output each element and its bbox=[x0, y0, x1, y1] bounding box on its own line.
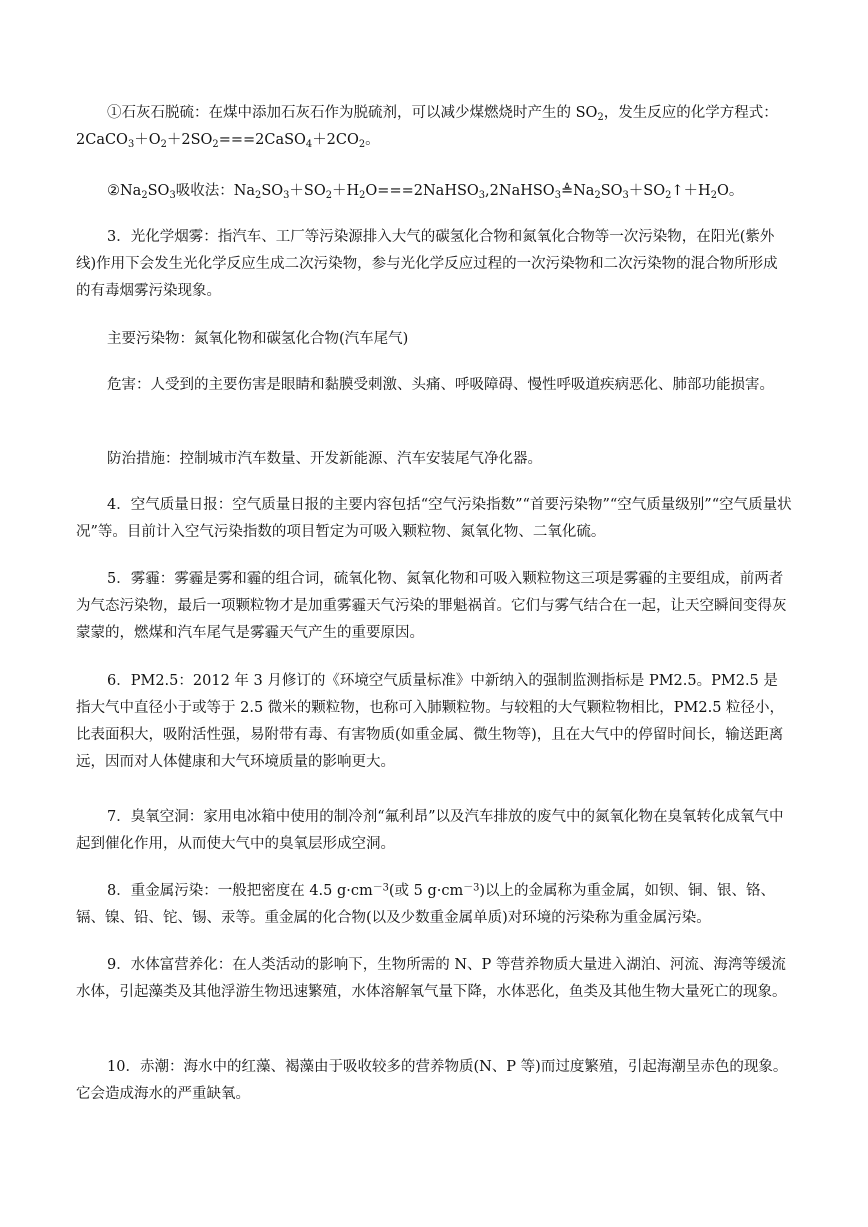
text-run: 8．重金属污染：一般把密度在 4.5 g·cm bbox=[107, 883, 373, 899]
paragraph-limestone-desulfurization bbox=[76, 100, 792, 154]
subscript: 2 bbox=[359, 189, 366, 201]
text-run: ,2NaHSO bbox=[485, 183, 555, 199]
paragraph-red-tide: 10．赤潮：海水中的红藻、褐藻由于吸收较多的营养物质(N、P 等)而过度繁殖，引起海潮呈赤色的现象。它会造成海水的严重缺氧。 bbox=[76, 1059, 788, 1102]
limestone-equation bbox=[76, 132, 380, 148]
text-run: ↑＋H bbox=[671, 183, 711, 199]
subscript: 3 bbox=[622, 189, 629, 201]
subscript: 2 bbox=[665, 189, 672, 201]
text-run: 2CaCO bbox=[76, 132, 128, 148]
text-run: SO bbox=[600, 183, 623, 199]
superscript: －3 bbox=[372, 882, 389, 894]
subscript: 2 bbox=[358, 138, 366, 150]
paragraph-air-quality-report: 4．空气质量日报：空气质量日报的主要内容包括“空气污染指数”“首要污染物”“空气质量级别”“空气质量状况”等。目前计入空气污染指数的项目暂定为可吸入颗粒物、氮氧化物、二氧化硫。 bbox=[76, 497, 792, 540]
paragraph-prevention: 防治措施：控制城市汽车数量、开发新能源、汽车安装尾气净化器。 bbox=[107, 451, 542, 467]
subscript: 3 bbox=[283, 189, 290, 201]
sulfite-equation bbox=[107, 183, 743, 199]
paragraph-heavy-metal bbox=[76, 878, 792, 932]
subscript: 3 bbox=[478, 189, 486, 201]
subscript: 2 bbox=[255, 189, 262, 201]
text-run: ＋SO bbox=[289, 183, 326, 199]
paragraph-pm25: 6．PM2.5：2012 年 3 月修订的《环境空气质量标准》中新纳入的强制监测指标是 PM2.5。PM2.5 是指大气中直径小于或等于 2.5 微米的颗粒物，也称可入肺颗粒物。与较粗的大气颗粒物相比，PM2.5 粒径小，比表面积大，吸附活性强，易附带有毒、有害物质(如重金属、微生物等)，且在大气中的停留时间长，输送距离远，因而对人体健康和大气环境质量的影响更大。 bbox=[76, 673, 785, 770]
limestone-text-end: ，发生反应的化学方程式： bbox=[603, 105, 778, 121]
text-run: ＋2SO bbox=[166, 132, 213, 148]
paragraph-smog-haze: 5．雾霾：雾霾是雾和霾的组合词，硫氧化物、氮氧化物和可吸入颗粒物这三项是雾霾的主要组成，前两者为气态污染物，最后一项颗粒物才是加重雾霾天气污染的罪魁祸首。它们与雾气结合在一起，让天空瞬间变得灰蒙蒙的，燃煤和汽车尾气是雾霾天气产生的重要原因。 bbox=[76, 571, 787, 641]
subscript: 3 bbox=[169, 189, 176, 201]
text-run: ＋SO bbox=[628, 183, 666, 199]
subscript: 2 bbox=[141, 189, 148, 201]
text-run: 。 bbox=[365, 132, 380, 148]
subscript: 3 bbox=[127, 138, 135, 150]
subscript: 2 bbox=[597, 111, 604, 123]
text-run: SO bbox=[261, 183, 284, 199]
text-run: )以上的金属称为重金属，如钡、铜、银、铬、镉、镍、铅、铊、锡、汞等。重金属的化合物(以及少数重金属单质)对环境的污染称为重金属污染。 bbox=[76, 883, 776, 926]
subscript: 2 bbox=[325, 189, 332, 201]
paragraph-eutrophication: 9．水体富营养化：在人类活动的影响下，生物所需的 N、P 等营养物质大量进入湖泊、河流、海湾等缓流水体，引起藻类及其他浮游生物迅速繁殖，水体溶解氧气量下降，水体恶化，鱼类及其他生物大量死亡的现象。 bbox=[76, 957, 787, 1000]
paragraph-sulfite-absorption bbox=[76, 178, 792, 205]
text-run: (或 5 g·cm bbox=[388, 883, 464, 899]
subscript: 2 bbox=[710, 189, 717, 201]
paragraph-main-pollutants: 主要污染物：氮氧化物和碳氢化合物(汽车尾气) bbox=[107, 331, 409, 347]
limestone-text: ①石灰石脱硫：在煤中添加石灰石作为脱硫剂，可以减少煤燃烧时产生的 SO bbox=[107, 105, 598, 121]
paragraph-ozone-hole: 7．臭氧空洞：家用电冰箱中使用的制冷剂“氟利昂”以及汽车排放的废气中的氮氧化物在臭氧转化成氧气中起到催化作用，从而使大气中的臭氧层形成空洞。 bbox=[76, 809, 784, 852]
text-run: 吸收法：Na bbox=[175, 183, 256, 199]
superscript: －3 bbox=[463, 882, 480, 894]
paragraph-harm: 危害：人受到的主要伤害是眼睛和黏膜受刺激、头痛、呼吸障碍、慢性呼吸道疾病恶化、肺部功能损害。 bbox=[107, 377, 774, 393]
text-run: ===2CaSO bbox=[218, 132, 306, 148]
subscript: 2 bbox=[594, 189, 601, 201]
text-run: O===2NaHSO bbox=[365, 183, 479, 199]
text-run: ＋2CO bbox=[312, 132, 359, 148]
text-run: SO bbox=[147, 183, 170, 199]
subscript: 2 bbox=[160, 138, 167, 150]
heavy-metal-text bbox=[76, 883, 775, 926]
subscript: 2 bbox=[212, 138, 219, 150]
text-run: ＋O bbox=[134, 132, 161, 148]
text-run: ②Na bbox=[107, 183, 142, 199]
paragraph-photochemical-smog: 3．光化学烟雾：指汽车、工厂等污染源排入大气的碳氢化合物和氮氧化合物等一次污染物，在阳光(紫外线)作用下会发生光化学反应生成二次污染物，参与光化学反应过程的一次污染物和二次污染物的混合物所形成的有毒烟雾污染现象。 bbox=[76, 229, 778, 299]
subscript: 4 bbox=[305, 138, 313, 150]
text-run: ＋H bbox=[332, 183, 360, 199]
text-run: ≜Na bbox=[560, 183, 595, 199]
subscript: 3 bbox=[554, 189, 561, 201]
text-run: O。 bbox=[716, 183, 744, 199]
